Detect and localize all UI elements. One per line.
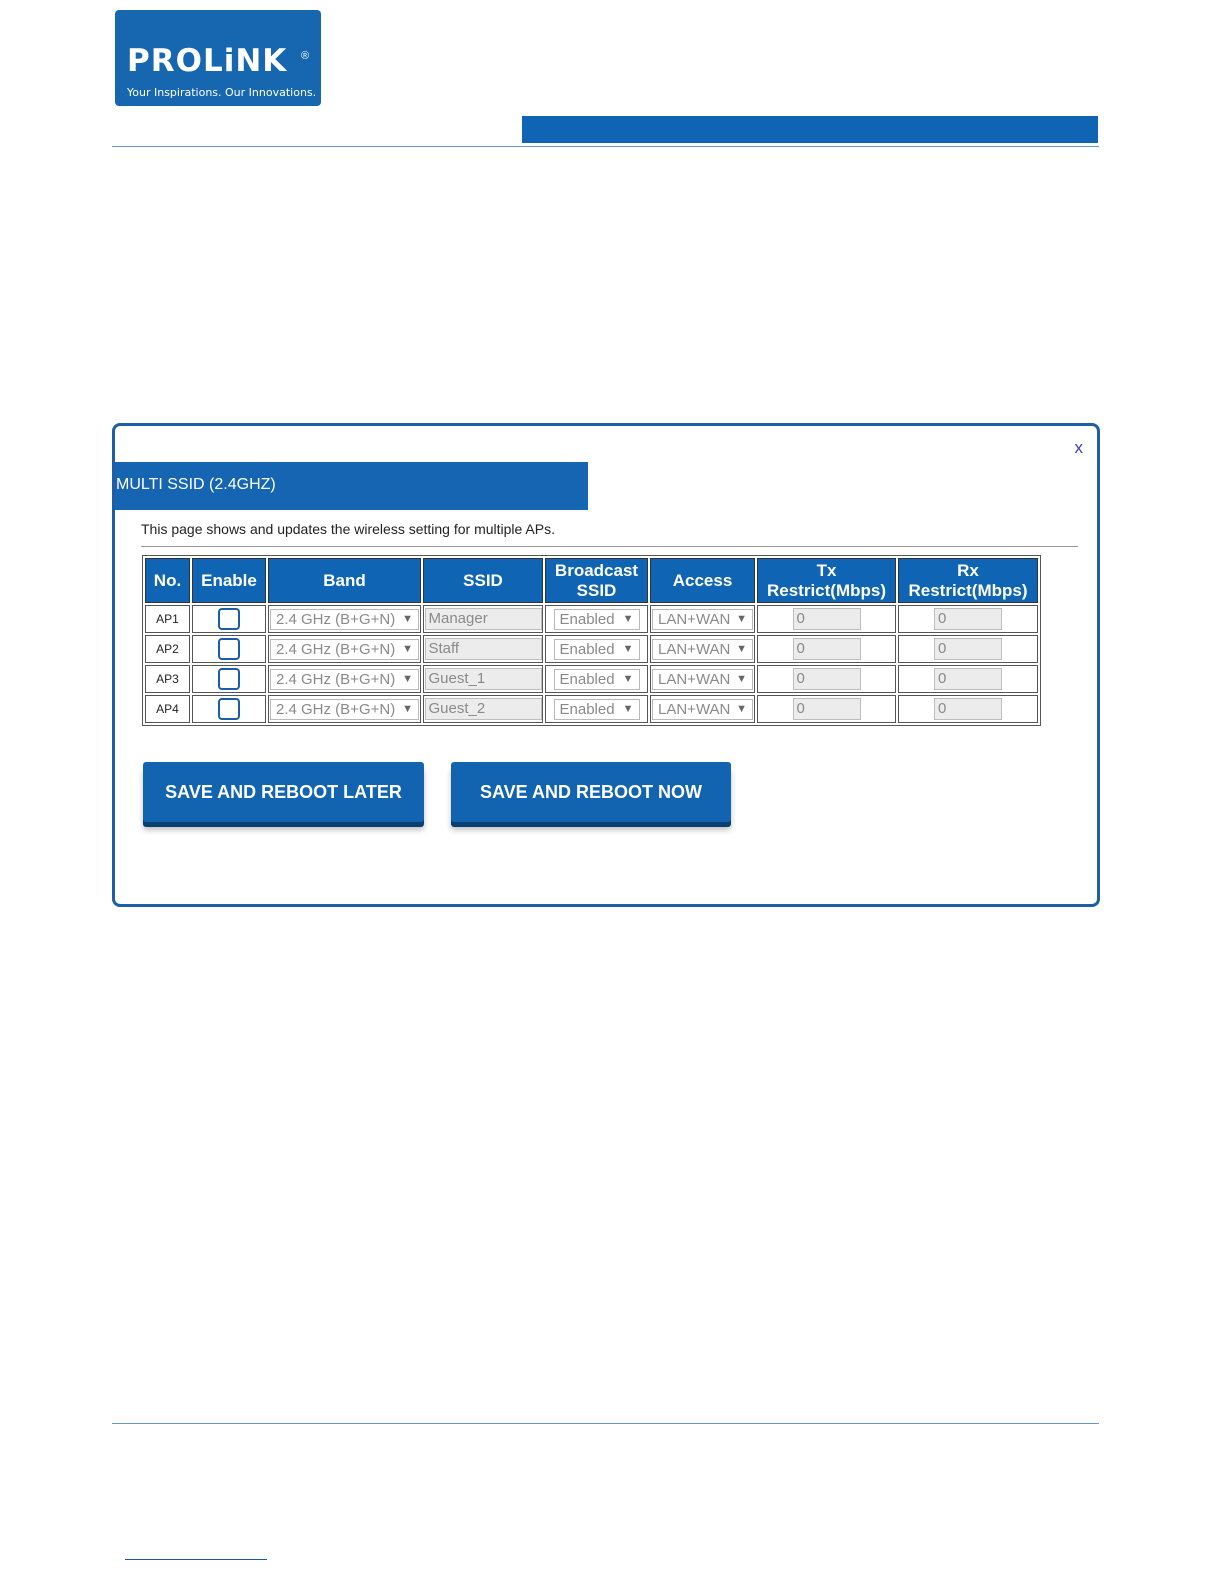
ssid-cell [423, 695, 543, 723]
col-header-enable: Enable [192, 558, 266, 603]
access-select[interactable] [652, 699, 753, 720]
col-header-rx-line1: Rx [957, 560, 979, 580]
prolink-logo [115, 10, 321, 106]
band-select[interactable] [270, 669, 419, 690]
tx-cell [757, 665, 896, 693]
dropdown-arrow-icon: ▼ [622, 702, 634, 715]
table-header-row [145, 558, 1038, 603]
header-divider [112, 146, 1099, 147]
access-value: LAN+WAN [658, 610, 731, 628]
access-value: LAN+WAN [658, 670, 731, 688]
rx-restrict-input[interactable]: 0 [934, 668, 1002, 690]
ap-number: AP1 [145, 605, 190, 633]
dialog-description: This page shows and updates the wireless setting for multiple APs. [141, 521, 555, 537]
band-cell [268, 665, 421, 693]
enable-checkbox[interactable] [218, 638, 240, 660]
enable-cell [192, 635, 266, 663]
ssid-cell [423, 665, 543, 693]
dropdown-arrow-icon: ▼ [736, 702, 747, 715]
ssid-input[interactable]: Guest_2 [425, 698, 542, 720]
tx-restrict-input[interactable]: 0 [793, 608, 861, 630]
band-value: 2.4 GHz (B+G+N) [276, 610, 396, 628]
broadcast-cell [545, 695, 648, 723]
dropdown-arrow-icon: ▼ [622, 642, 634, 655]
broadcast-cell [545, 605, 648, 633]
band-cell [268, 695, 421, 723]
col-header-no: No. [145, 558, 190, 603]
col-header-rx-line2: Restrict(Mbps) [908, 580, 1028, 600]
rx-restrict-input[interactable]: 0 [934, 608, 1002, 630]
enable-cell [192, 665, 266, 693]
ssid-cell [423, 635, 543, 663]
enable-checkbox[interactable] [218, 608, 240, 630]
tx-cell [757, 695, 896, 723]
access-select[interactable] [652, 669, 753, 690]
tx-restrict-input[interactable]: 0 [793, 668, 861, 690]
col-header-tx-line2: Restrict(Mbps) [766, 580, 886, 600]
save-and-reboot-now-button[interactable]: SAVE AND REBOOT NOW [451, 762, 731, 822]
band-value: 2.4 GHz (B+G+N) [276, 640, 396, 658]
band-select[interactable] [270, 609, 419, 630]
access-cell [650, 605, 755, 633]
tx-cell [757, 635, 896, 663]
rx-restrict-input[interactable]: 0 [934, 638, 1002, 660]
broadcast-cell [545, 635, 648, 663]
ssid-input[interactable]: Guest_1 [425, 668, 542, 690]
access-value: LAN+WAN [658, 640, 731, 658]
multi-ssid-dialog [112, 423, 1100, 907]
table-row [145, 695, 1038, 723]
table-row [145, 605, 1038, 633]
ssid-input[interactable]: Manager [425, 608, 542, 630]
col-header-broadcast-line1: Broadcast [554, 560, 639, 580]
ap-number: AP3 [145, 665, 190, 693]
col-header-ssid: SSID [423, 558, 543, 603]
dropdown-arrow-icon: ▼ [622, 672, 634, 685]
broadcast-value: Enabled [559, 700, 615, 718]
access-value: LAN+WAN [658, 700, 731, 718]
ssid-cell [423, 605, 543, 633]
footer-divider [112, 1423, 1099, 1424]
dropdown-arrow-icon: ▼ [402, 612, 413, 625]
broadcast-value: Enabled [559, 670, 615, 688]
dropdown-arrow-icon: ▼ [622, 612, 634, 625]
access-cell [650, 665, 755, 693]
table-row [145, 635, 1038, 663]
logo-registered-mark: ® [301, 50, 310, 62]
col-header-access: Access [650, 558, 755, 603]
band-value: 2.4 GHz (B+G+N) [276, 700, 396, 718]
col-header-broadcast [545, 558, 648, 603]
dropdown-arrow-icon: ▼ [736, 642, 747, 655]
rx-cell [898, 635, 1038, 663]
band-cell [268, 605, 421, 633]
col-header-rx [898, 558, 1038, 603]
access-cell [650, 635, 755, 663]
enable-cell [192, 695, 266, 723]
band-value: 2.4 GHz (B+G+N) [276, 670, 396, 688]
dropdown-arrow-icon: ▼ [736, 672, 747, 685]
dropdown-arrow-icon: ▼ [736, 612, 747, 625]
dropdown-arrow-icon: ▼ [402, 702, 413, 715]
access-select[interactable] [652, 639, 753, 660]
band-select[interactable] [270, 699, 419, 720]
col-header-tx [757, 558, 896, 603]
broadcast-cell [545, 665, 648, 693]
tx-cell [757, 605, 896, 633]
enable-cell [192, 605, 266, 633]
access-cell [650, 695, 755, 723]
tx-restrict-input[interactable]: 0 [793, 638, 861, 660]
broadcast-select[interactable] [554, 699, 640, 720]
ssid-input[interactable]: Staff [425, 638, 542, 660]
logo-wordmark: PROLiNK [127, 43, 288, 79]
footer-short-rule [125, 1559, 267, 1560]
rx-cell [898, 605, 1038, 633]
rx-cell [898, 665, 1038, 693]
broadcast-select[interactable] [554, 609, 640, 630]
col-header-tx-line1: Tx [816, 560, 837, 580]
header-accent-bar [522, 116, 1098, 143]
dropdown-arrow-icon: ▼ [402, 642, 413, 655]
band-cell [268, 635, 421, 663]
col-header-broadcast-line2: SSID [576, 580, 617, 600]
rx-restrict-input[interactable]: 0 [934, 698, 1002, 720]
table-row [145, 665, 1038, 693]
band-select[interactable] [270, 639, 419, 660]
dropdown-arrow-icon: ▼ [402, 672, 413, 685]
ap-number: AP2 [145, 635, 190, 663]
description-divider [141, 546, 1078, 547]
save-and-reboot-later-button[interactable]: SAVE AND REBOOT LATER [143, 762, 424, 822]
broadcast-value: Enabled [559, 610, 615, 628]
col-header-band: Band [268, 558, 421, 603]
rx-cell [898, 695, 1038, 723]
ap-number: AP4 [145, 695, 190, 723]
dialog-title: MULTI SSID (2.4GHZ) [115, 462, 588, 510]
broadcast-value: Enabled [559, 640, 615, 658]
enable-checkbox[interactable] [218, 698, 240, 720]
broadcast-select[interactable] [554, 669, 640, 690]
broadcast-select[interactable] [554, 639, 640, 660]
logo-tagline: Your Inspirations. Our Innovations. [127, 86, 317, 99]
tx-restrict-input[interactable]: 0 [793, 698, 861, 720]
multi-ssid-table [142, 555, 1041, 726]
enable-checkbox[interactable] [218, 668, 240, 690]
access-select[interactable] [652, 609, 753, 630]
close-button[interactable]: x [1074, 438, 1083, 457]
